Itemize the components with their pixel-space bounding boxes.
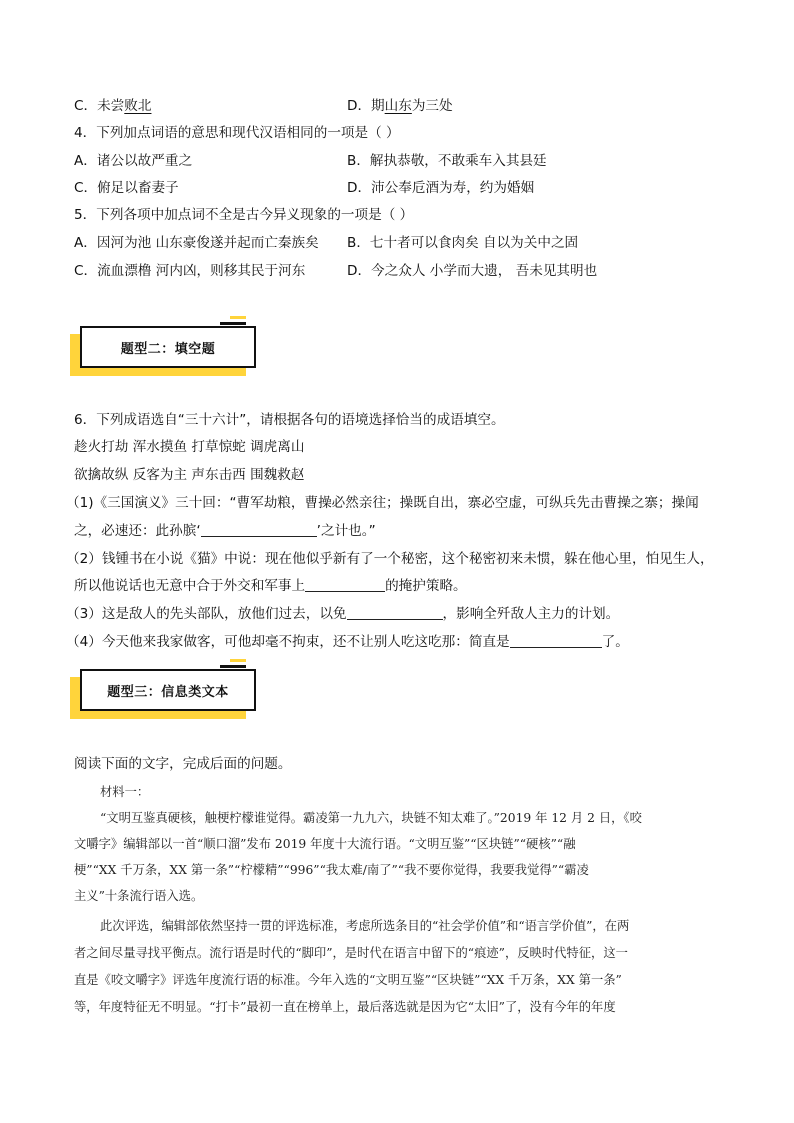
answer-blank-4[interactable] — [510, 633, 602, 648]
q3-option-d-tail: 为三处 — [411, 98, 453, 114]
q5-option-a: A．因河为池 山东豪俊遂并起而亡秦族矣 — [74, 235, 319, 251]
banner-decoration — [230, 316, 246, 319]
q5-option-b: B．七十者可以食肉矣 自以为关中之固 — [347, 235, 579, 251]
q3-option-c — [74, 96, 151, 116]
q6-sentence-4 — [66, 632, 629, 652]
section-banner-fill-blank — [70, 326, 256, 378]
q6-stem: 6．下列成语选自“三十六计”，请根据各句的语境选择恰当的成语填空。 — [74, 412, 505, 428]
q6-sentence-2b-text: 所以他说话也无意中合于外交和军事上 — [74, 578, 306, 594]
q3-option-d — [347, 96, 453, 116]
q4-option-a: A．诸公以故严重之 — [74, 153, 193, 169]
q6-sentence-4-tail: 了。 — [601, 634, 629, 650]
q6-sentence-3-text: （3）这是敌人的先头部队，放他们过去，以免 — [66, 606, 347, 622]
material-label: 材料一： — [100, 785, 150, 799]
q5-stem: 5．下列各项中加点词不全是古今异义现象的一项是（ ） — [74, 207, 414, 223]
answer-blank-1[interactable] — [201, 522, 317, 537]
passage-line: 此次评选，编辑部依然坚持一贯的评选标准，考虑所选条目的“社会学价值”和“语言学价值”，在两 — [100, 919, 630, 933]
q6-sentence-1b-text: 之，必速还：此孙膑‘ — [74, 523, 201, 539]
banner-decoration — [230, 659, 246, 662]
q6-sentence-3-tail: ，影响全歼敌人主力的计划。 — [442, 606, 620, 622]
passage-line: 者之间尽量寻找平衡点。流行语是时代的“脚印”，是时代在语言中留下的“痕迹”，反映时代特征，这一 — [74, 946, 628, 960]
q6-sentence-2a: （2）钱锺书在小说《猫》中说：现在他似乎新有了一个秘密，这个秘密初来未惯，躲在他心里，怕见生人， — [66, 551, 714, 567]
q5-option-c: C．流血漂橹 河内凶，则移其民于河东 — [74, 263, 306, 279]
passage-line: 文嚼字》编辑部以一首“顺口溜”发布 2019 年度十大流行语。“文明互鉴”“区块链”“硬核”“融 — [74, 837, 576, 851]
section-title: 题型二：填空题 — [80, 326, 256, 368]
section-banner-info-text — [70, 669, 256, 721]
q4-option-c: C．俯足以畜妻子 — [74, 180, 179, 196]
q6-idioms-row-1: 趁火打劫 浑水摸鱼 打草惊蛇 调虎离山 — [74, 439, 305, 455]
q6-sentence-1a: （1)《三国演义》三十回：“曹军劫粮，曹操必然亲往；操既自出，寨必空虚，可纵兵先击曹操之寨；操闻 — [66, 495, 699, 511]
q4-stem: 4．下列加点词语的意思和现代汉语相同的一项是（ ） — [74, 125, 400, 141]
q6-sentence-2b — [74, 576, 467, 596]
q4-option-b: B．解执恭敬，不敢乘车入其县廷 — [347, 153, 547, 169]
section-title: 题型三：信息类文本 — [80, 669, 256, 711]
q6-sentence-3 — [66, 604, 619, 624]
q6-sentence-2b-tail: 的掩护策略。 — [385, 578, 467, 594]
passage-line: 直是《咬文嚼字》评选年度流行语的标准。今年入选的“文明互鉴”“区块链”“XX 千万条，XX 第一条” — [74, 973, 622, 987]
passage-line: 主义”十条流行语入选。 — [74, 889, 204, 903]
q6-idioms-row-2: 欲擒故纵 反客为主 声东击西 围魏救赵 — [74, 467, 305, 483]
banner-decoration — [220, 322, 246, 325]
q4-option-d: D．沛公奉卮酒为寿，约为婚姻 — [347, 180, 535, 196]
q6-sentence-1b-tail: ’之计也。” — [316, 523, 376, 539]
q5-option-d: D．今之众人 小学而大遗， 吾未见其明也 — [347, 263, 598, 279]
q3-option-c-text: C．未尝 — [74, 98, 125, 114]
reading-intro: 阅读下面的文字，完成后面的问题。 — [74, 756, 292, 772]
q6-sentence-1b — [74, 521, 376, 541]
passage-line: 梗”“XX 千万条，XX 第一条”“柠檬精”“996”“我太难/南了”“我不要你觉得，我要我觉得”“霸凌 — [74, 863, 589, 877]
answer-blank-2[interactable] — [305, 577, 385, 592]
q3-option-d-text: D．期 — [347, 98, 385, 114]
q6-sentence-4-text: （4）今天他来我家做客，可他却毫不拘束，还不让别人吃这吃那：简直是 — [66, 634, 510, 650]
passage-line: “文明互鉴真硬核，触梗柠檬谁觉得。霸凌第一九九六，块链不知太难了。”2019 年 12 月 2 日，《咬 — [100, 811, 642, 825]
answer-blank-3[interactable] — [347, 605, 443, 620]
banner-decoration — [220, 665, 246, 668]
passage-line: 等，年度特征无不明显。“打卡”最初一直在榜单上，最后落选就是因为它“太旧”了，没有今年的年度 — [74, 1000, 616, 1014]
q3-option-c-underlined: 败北 — [124, 98, 152, 114]
q3-option-d-underlined: 山东 — [384, 98, 412, 114]
